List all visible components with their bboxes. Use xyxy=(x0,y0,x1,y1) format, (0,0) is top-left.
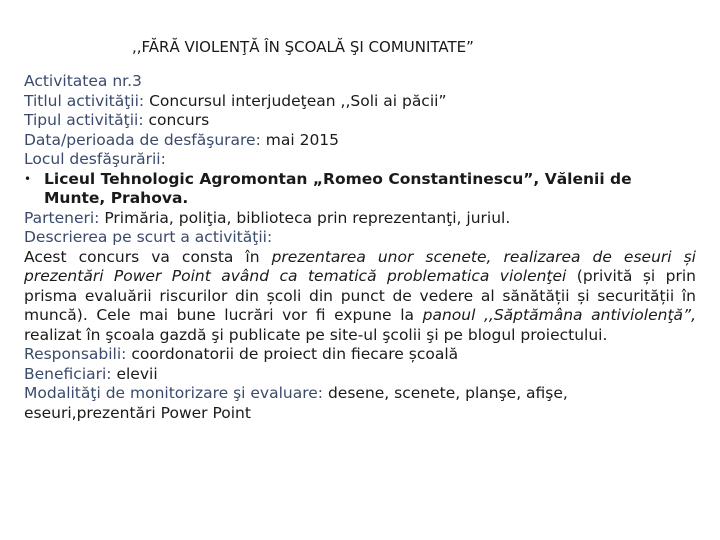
activity-description xyxy=(24,248,696,346)
activity-date-label: Data/perioada de desfăşurare: xyxy=(24,130,261,149)
activity-place-value: Liceul Tehnologic Agromontan „Romeo Constantinescu”, Vălenii de Munte, Prahova. xyxy=(44,169,632,207)
activity-partners-value: Primăria, poliţia, biblioteca prin reprezentanţi, juriul. xyxy=(104,208,511,227)
description-part-2: prezentarea unor scenete, realizarea de eseuri și prezentări Power Point având ca tematică problematica violenţei xyxy=(24,247,696,285)
activity-beneficiaries-label: Beneficiari: xyxy=(24,364,112,383)
activity-content xyxy=(24,72,696,423)
activity-monitoring-label: Modalităţi de monitorizare şi evaluare: xyxy=(24,384,324,402)
description-part-1: Acest concurs va consta în xyxy=(24,247,272,266)
description-part-5: realizat în şcoala gazdă şi publicate pe site-ul şcolii şi pe blogul proiectului. xyxy=(24,325,608,344)
bullet-icon: • xyxy=(24,171,32,186)
activity-title-value: Concursul interjudeţean ,,Soli ai păcii” xyxy=(149,91,447,110)
activity-monitoring-value: desene, scenete, planşe, afişe, eseuri,prezentări Power Point xyxy=(24,384,568,422)
activity-monitoring-row xyxy=(24,384,696,423)
activity-beneficiaries-value: elevii xyxy=(116,364,158,383)
activity-beneficiaries-row xyxy=(24,365,696,385)
activity-date-row xyxy=(24,131,696,151)
page-title: ,,FĂRĂ VIOLENŢĂ ÎN ŞCOALĂ ŞI COMUNITATE” xyxy=(132,38,474,56)
activity-type-row xyxy=(24,111,696,131)
activity-place-label: Locul desfăşurării: xyxy=(24,150,166,168)
activity-type-value: concurs xyxy=(148,111,210,129)
activity-title-label: Titlul activităţii: xyxy=(24,91,145,110)
activity-place-item xyxy=(24,170,696,209)
activity-responsible-row xyxy=(24,345,696,365)
activity-partners-row xyxy=(24,209,696,229)
description-part-3: (privită și prin prisma evaluării riscurilor din școli din punct de vedere al sănătății și securității în muncă). Cele mai bune lucrări vor fi expune la xyxy=(24,267,696,324)
activity-type-label: Tipul activităţii: xyxy=(24,111,144,129)
activity-responsible-label: Responsabili: xyxy=(24,345,127,363)
activity-responsible-value: coordonatorii de proiect din fiecare școală xyxy=(131,345,459,363)
activity-description-label: Descrierea pe scurt a activităţii: xyxy=(24,228,273,246)
activity-date-value: mai 2015 xyxy=(265,130,340,149)
description-part-4: panoul ,,Săptămâna antiviolenţă”, xyxy=(422,306,696,324)
activity-partners-label: Parteneri: xyxy=(24,208,100,227)
activity-number: Activitatea nr.3 xyxy=(24,72,142,90)
activity-title-row xyxy=(24,92,696,112)
